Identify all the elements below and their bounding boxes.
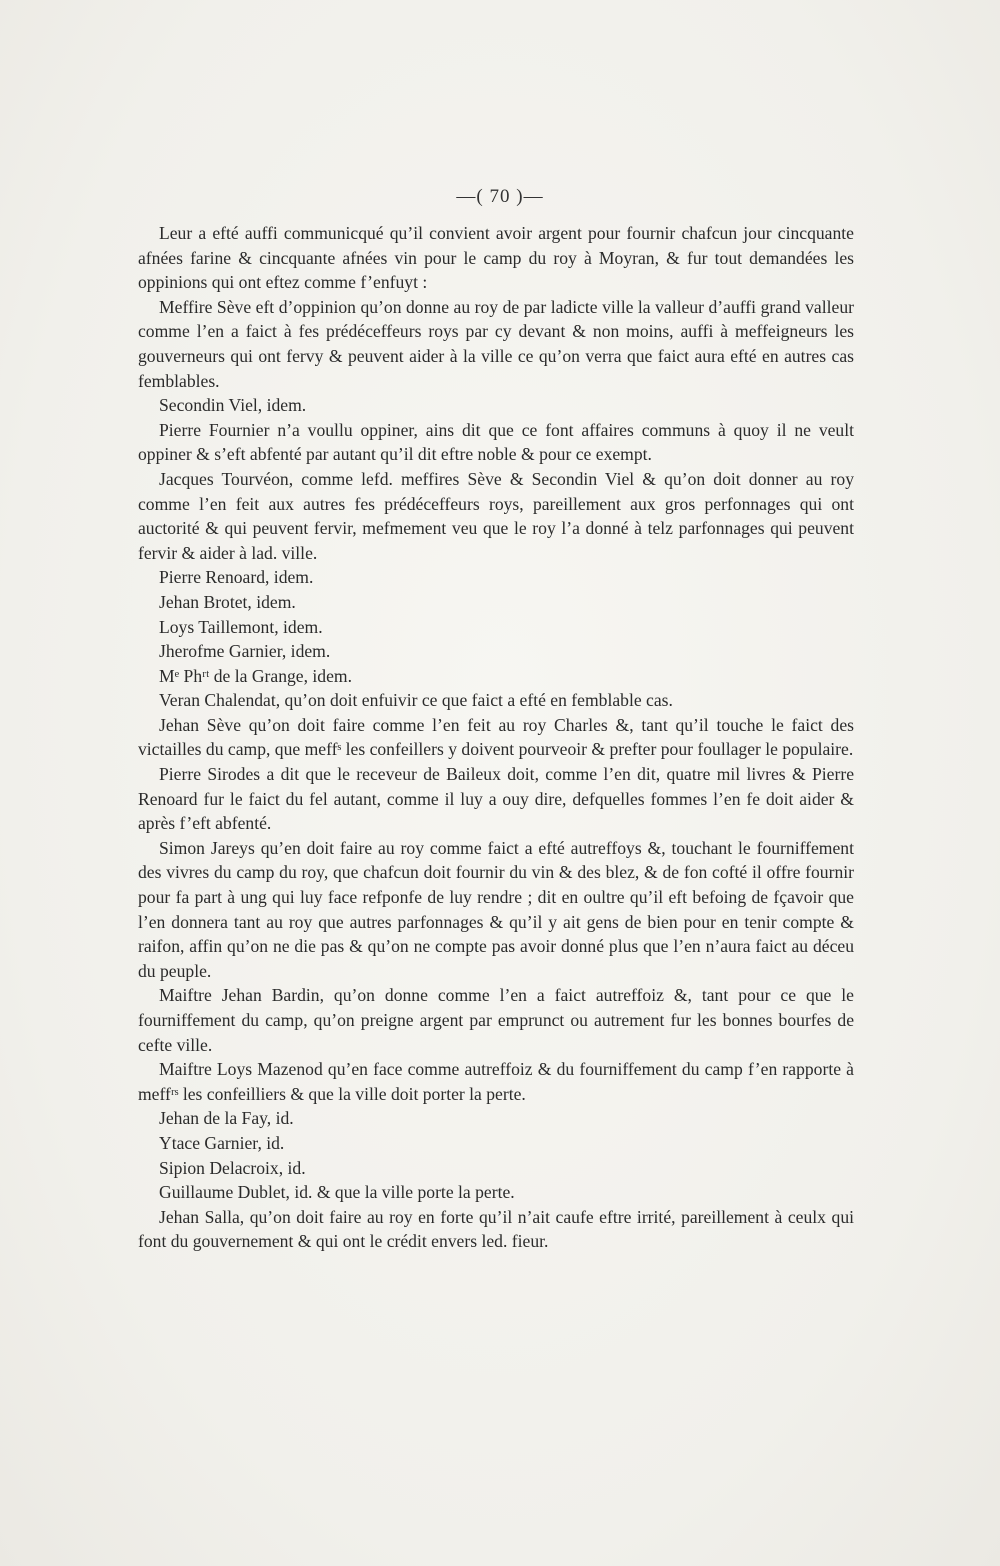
- paragraph: Jherofme Garnier, idem.: [159, 641, 331, 662]
- paragraph: Pierre Sirodes a dit que le receveur de Baileux doit, comme l’en dit, quatre mil livres & Pierre Renoard fur le faict du fel autant, comme il luy a ouy dire, defquelles fommes l’en fe doit aider & après f’eft abfenté.: [138, 764, 854, 834]
- paragraph: Maiftre Loys Mazenod qu’en face comme autreffoiz & du fourniffement du camp f’en rapporte à meffʳˢ les confeilliers & que la ville doit porter la perte.: [138, 1059, 854, 1104]
- paragraph: Jehan Brotet, idem.: [159, 591, 296, 612]
- paragraph: Mᵉ Phʳᵗ de la Grange, idem.: [159, 665, 352, 686]
- paragraph: Secondin Viel, idem.: [159, 395, 307, 416]
- page-number: —( 70 )—: [456, 186, 544, 207]
- paragraph: Jehan de la Fay, id.: [159, 1108, 294, 1129]
- body-text: [138, 221, 854, 1254]
- paragraph: Leur a efté auffi communicqué qu’il convient avoir argent pour fournir chafcun jour cincquante afnées farine & cincquante afnées vin pour le camp du roy à Moyran, & fur tout demandées les oppinions qui ont eftez comme f’enfuyt :: [138, 223, 854, 293]
- paragraph: Meffire Sève eft d’oppinion qu’on donne au roy de par ladicte ville la valleur d’auffi grand valleur comme l’en a faict à fes prédéceffeurs roys par cy devant & non moins, auffi à meffeigneurs les gouverneurs qui ont fervy & peuvent aider à la ville ce qu’on verra que faict aura efté en autres cas femblables.: [138, 296, 854, 391]
- paragraph: Loys Taillemont, idem.: [159, 616, 323, 637]
- paragraph: Guillaume Dublet, id. & que la ville porte la perte.: [159, 1182, 515, 1203]
- paragraph: Maiftre Jehan Bardin, qu’on donne comme l’en a faict autreffoiz &, tant pour ce que le fourniffement du camp, qu’on preigne argent par emprunct ou autrement fur les bonnes bourfes de cefte ville.: [138, 985, 854, 1055]
- paragraph: Veran Chalendat, qu’on doit enfuivir ce que faict a efté en femblable cas.: [159, 690, 673, 711]
- paragraph: Jehan Salla, qu’on doit faire au roy en forte qu’il n’ait caufe eftre irrité, pareillement à ceulx qui font du gouvernement & qui ont le crédit envers led. fieur.: [138, 1206, 854, 1252]
- paragraph: Simon Jareys qu’en doit faire au roy comme faict a efté autreffoys &, touchant le fourniffement des vivres du camp du roy, que chafcun doit fournir du vin & des blez, & de fon cofté il offre fournir pour fa part à ung qui luy face refponfe de luy rendre ; dit en oultre qu’il eft befoing de fçavoir que l’en donnera tant au roy que autres parfonnages & qu’il y ait gens de bien pour en tenir compte & raifon, affin qu’on ne die pas & qu’on ne compte pas avoir donné plus que l’en n’aura faict au déceu du peuple.: [138, 837, 854, 981]
- paragraph: Jehan Sève qu’on doit faire comme l’en feit au roy Charles &, tant qu’il touche le faict des victailles du camp, que meffˢ les confeillers y doivent pourveoir & prefter pour foullager le populaire.: [138, 714, 854, 760]
- paragraph: Pierre Renoard, idem.: [159, 567, 314, 588]
- paragraph: Jacques Tourvéon, comme lefd. meffires Sève & Secondin Viel & qu’on doit donner au roy comme l’en feit aux autres fes prédéceffeurs roys, pareillement aux gros perfonnages qui ont auctorité & qui peuvent fervir, mefmement veu que le roy l’a donné à telz parfonnages qui peuvent fervir & aider à lad. ville.: [138, 468, 854, 563]
- paragraph: Ytace Garnier, id.: [159, 1132, 285, 1153]
- paragraph: Sipion Delacroix, id.: [159, 1157, 306, 1178]
- paragraph: Pierre Fournier n’a voullu oppiner, ains dit que ce font affaires communs à quoy il ne veult oppiner & s’eft abfenté par autant qu’il dit eftre noble & pour ce exempt.: [138, 419, 854, 465]
